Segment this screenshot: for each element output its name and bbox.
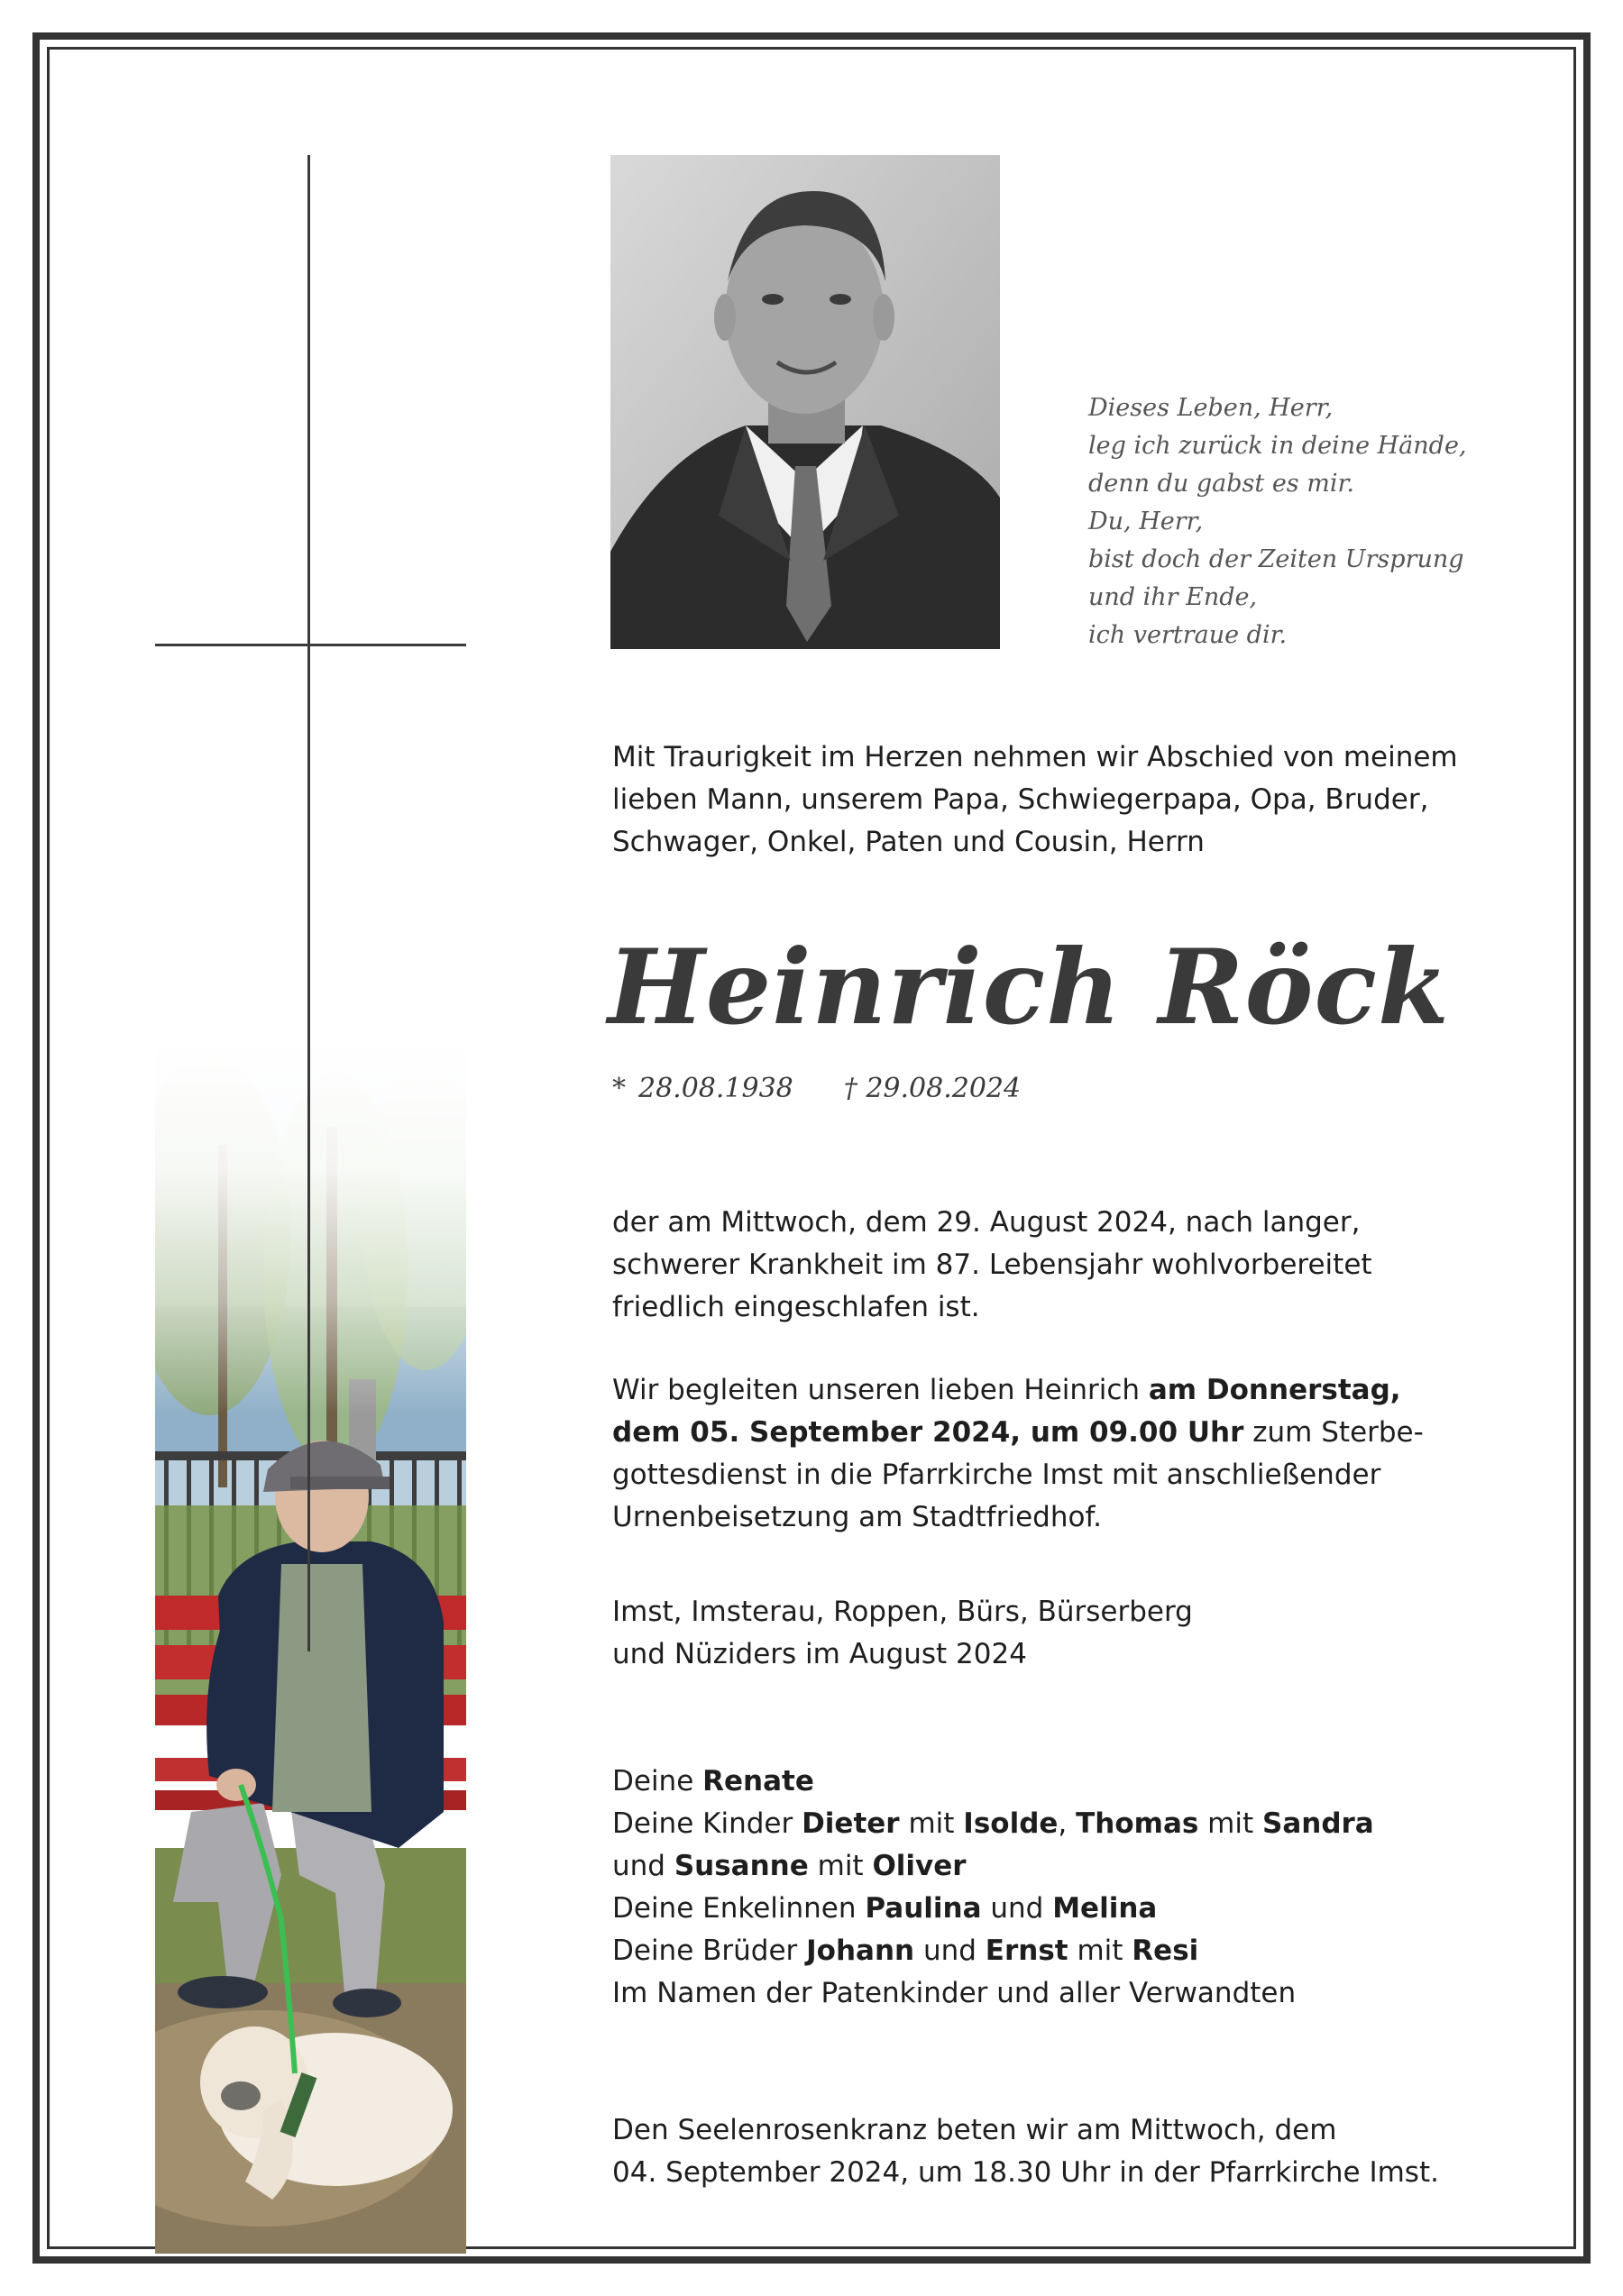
- mourner-text: Deine: [612, 1765, 703, 1797]
- funeral-line: Urnenbeisetzung am Stadtfriedhof.: [612, 1501, 1102, 1533]
- mourner-text: und: [612, 1850, 674, 1882]
- places-line: und Nüziders im August 2024: [612, 1638, 1027, 1670]
- funeral-day: am Donnerstag,: [1148, 1374, 1401, 1406]
- poem-line: Dieses Leben, Herr,: [1088, 394, 1334, 422]
- poem-line: denn du gabst es mir.: [1088, 470, 1355, 498]
- intro-line: Schwager, Onkel, Paten und Cousin, Herrn: [612, 826, 1205, 858]
- mourner-text: Deine Enkelinnen: [612, 1892, 866, 1925]
- places-paragraph: [612, 1591, 1193, 1676]
- poem-line: und ihr Ende,: [1088, 583, 1258, 611]
- photo-fade-overlay: [155, 1037, 466, 1415]
- mourner-text: mit: [1198, 1807, 1262, 1840]
- funeral-line: gottesdienst in die Pfarrkirche Imst mit anschließender: [612, 1459, 1381, 1491]
- death-date: 29.08.2024: [866, 1073, 1022, 1104]
- birth-date: 28.08.1938: [638, 1073, 793, 1104]
- rosary-paragraph: [612, 2109, 1439, 2194]
- mourner-line: Im Namen der Patenkinder und aller Verwandten: [612, 1977, 1297, 2009]
- mourner-text: ,: [1058, 1807, 1077, 1840]
- mourner-name: Oliver: [872, 1850, 967, 1882]
- mourner-text: Deine Kinder: [612, 1807, 802, 1840]
- poem-line: leg ich zurück in deine Hände,: [1088, 432, 1467, 460]
- death-line: schwerer Krankheit im 87. Lebensjahr wohlvorbereitet: [612, 1249, 1372, 1281]
- mourner-text: und: [914, 1935, 986, 1967]
- side-photo-man-on-bench-with-dog: [155, 1037, 466, 2254]
- mourner-line: [612, 1888, 1374, 1930]
- funeral-text: zum Sterbe-: [1243, 1416, 1424, 1449]
- death-symbol: †: [843, 1073, 857, 1104]
- mourner-name: Susanne: [674, 1850, 809, 1882]
- portrait-photo: [610, 155, 1000, 649]
- poem-line: bist doch der Zeiten Ursprung: [1088, 545, 1464, 573]
- mourner-name: Ernst: [985, 1935, 1068, 1967]
- poem-line: Du, Herr,: [1088, 508, 1204, 535]
- places-line: Imst, Imsterau, Roppen, Bürs, Bürserberg: [612, 1596, 1193, 1628]
- mourner-line: [612, 1761, 1374, 1803]
- mourner-name: Paulina: [865, 1892, 982, 1925]
- mourner-line: [612, 1930, 1374, 1972]
- mourner-text: Deine Brüder: [612, 1935, 807, 1967]
- funeral-line: [612, 1412, 1424, 1454]
- mourners-list: [612, 1761, 1374, 2015]
- death-line: friedlich eingeschlafen ist.: [612, 1291, 980, 1323]
- poem: [1088, 389, 1467, 654]
- rosary-line: 04. September 2024, um 18.30 Uhr in der Pfarrkirche Imst.: [612, 2156, 1439, 2189]
- life-dates: [612, 1073, 1021, 1104]
- mourner-line: [612, 1845, 1374, 1888]
- intro-line: Mit Traurigkeit im Herzen nehmen wir Abschied von meinem: [612, 741, 1458, 773]
- rosary-line: Den Seelenrosenkranz beten wir am Mittwoch, dem: [612, 2114, 1337, 2146]
- birth-symbol: *: [612, 1073, 626, 1104]
- mourner-line: [612, 1803, 1374, 1845]
- funeral-paragraph: [612, 1369, 1424, 1539]
- mourner-text: mit: [808, 1850, 873, 1882]
- mourner-name: Resi: [1132, 1935, 1199, 1967]
- cross-vertical-beam: [307, 155, 310, 1651]
- funeral-line: [612, 1369, 1424, 1412]
- mourner-name: Renate: [702, 1765, 814, 1797]
- death-line: der am Mittwoch, dem 29. August 2024, nach langer,: [612, 1206, 1361, 1239]
- intro-paragraph: [612, 736, 1458, 864]
- mourner-name: Dieter: [802, 1807, 900, 1840]
- mourner-text: und: [981, 1892, 1053, 1925]
- poem-line: ich vertraue dir.: [1088, 621, 1288, 649]
- deceased-name: Heinrich Röck: [608, 927, 1450, 1047]
- intro-line: lieben Mann, unserem Papa, Schwiegerpapa, Opa, Bruder,: [612, 783, 1429, 816]
- death-paragraph: [612, 1202, 1372, 1329]
- funeral-text: Wir begleiten unseren lieben Heinrich: [612, 1374, 1149, 1406]
- funeral-date-time: dem 05. September 2024, um 09.00 Uhr: [612, 1416, 1244, 1449]
- mourner-text: mit: [899, 1807, 964, 1840]
- mourner-name: Johann: [806, 1935, 915, 1967]
- mourner-name: Thomas: [1076, 1807, 1199, 1840]
- mourner-text: mit: [1068, 1935, 1132, 1967]
- mourner-name: Melina: [1052, 1892, 1158, 1925]
- mourner-name: Isolde: [963, 1807, 1059, 1840]
- mourner-name: Sandra: [1262, 1807, 1374, 1840]
- cross-horizontal-beam: [155, 644, 466, 646]
